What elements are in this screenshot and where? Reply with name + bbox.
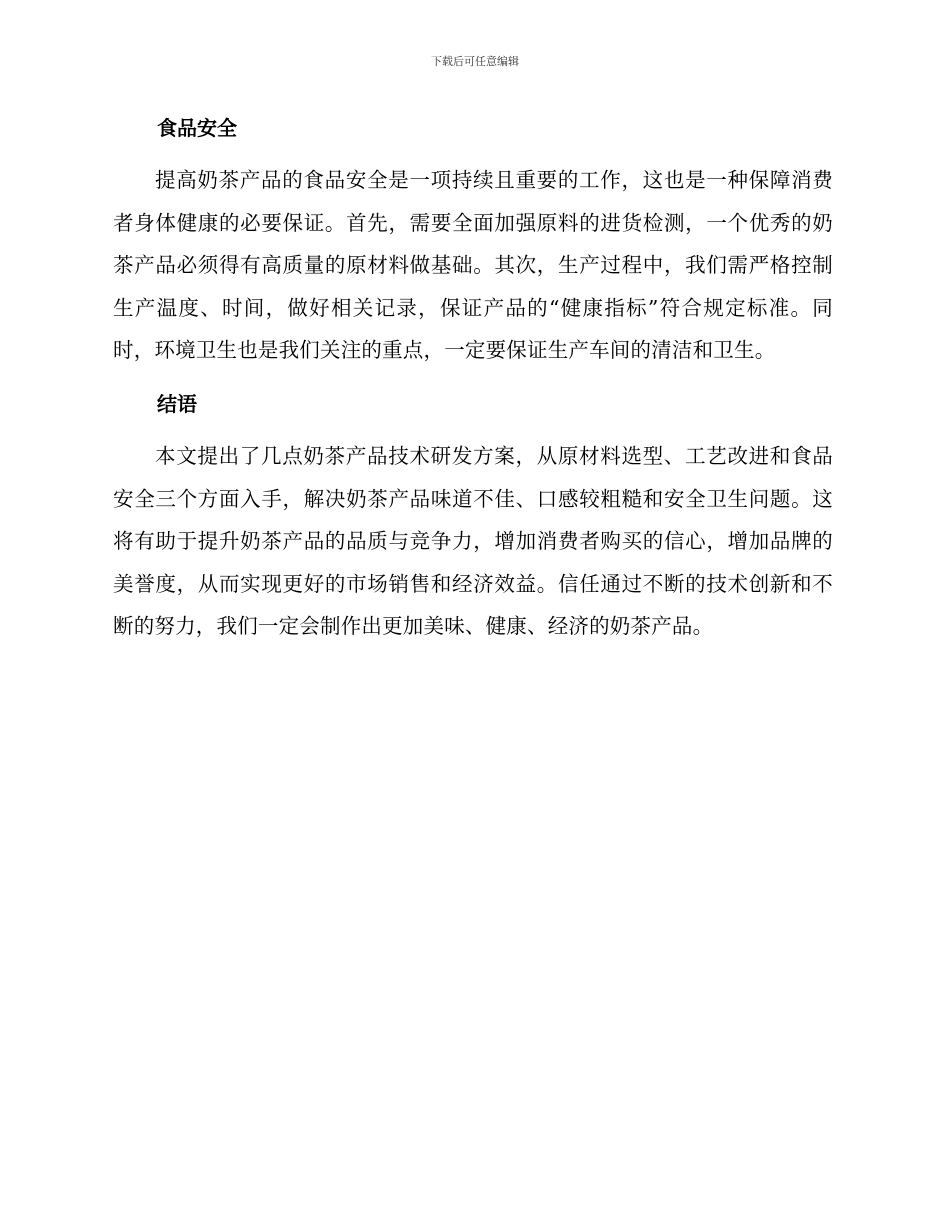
section-food-safety <box>113 110 833 372</box>
document-body <box>113 110 833 648</box>
page-header-note: 下载后可任意编辑 <box>431 55 519 68</box>
section-paragraph: 本文提出了几点奶茶产品技术研发方案，从原材料选型、工艺改进和食品安全三个方面入手，解决奶茶产品味道不佳、口感较粗糙和安全卫生问题。这将有助于提升奶茶产品的品质与竞争力，增加消费者购买的信心，增加品牌的美誉度，从而实现更好的市场销售和经济效益。信任通过不断的技术创新和不断的努力，我们一定会制作出更加美味、健康、经济的奶茶产品。 <box>113 443 833 639</box>
section-conclusion <box>113 386 833 648</box>
section-paragraph: 提高奶茶产品的食品安全是一项持续且重要的工作，这也是一种保障消费者身体健康的必要保证。首先，需要全面加强原料的进货检测，一个优秀的奶茶产品必须得有高质量的原材料做基础。其次，生产过程中，我们需严格控制生产温度、时间，做好相关记录，保证产品的“健康指标”符合规定标准。同时，环境卫生也是我们关注的重点，一定要保证生产车间的清洁和卫生。 <box>113 168 833 363</box>
section-heading: 结语 <box>157 391 197 416</box>
section-heading: 食品安全 <box>157 116 237 140</box>
